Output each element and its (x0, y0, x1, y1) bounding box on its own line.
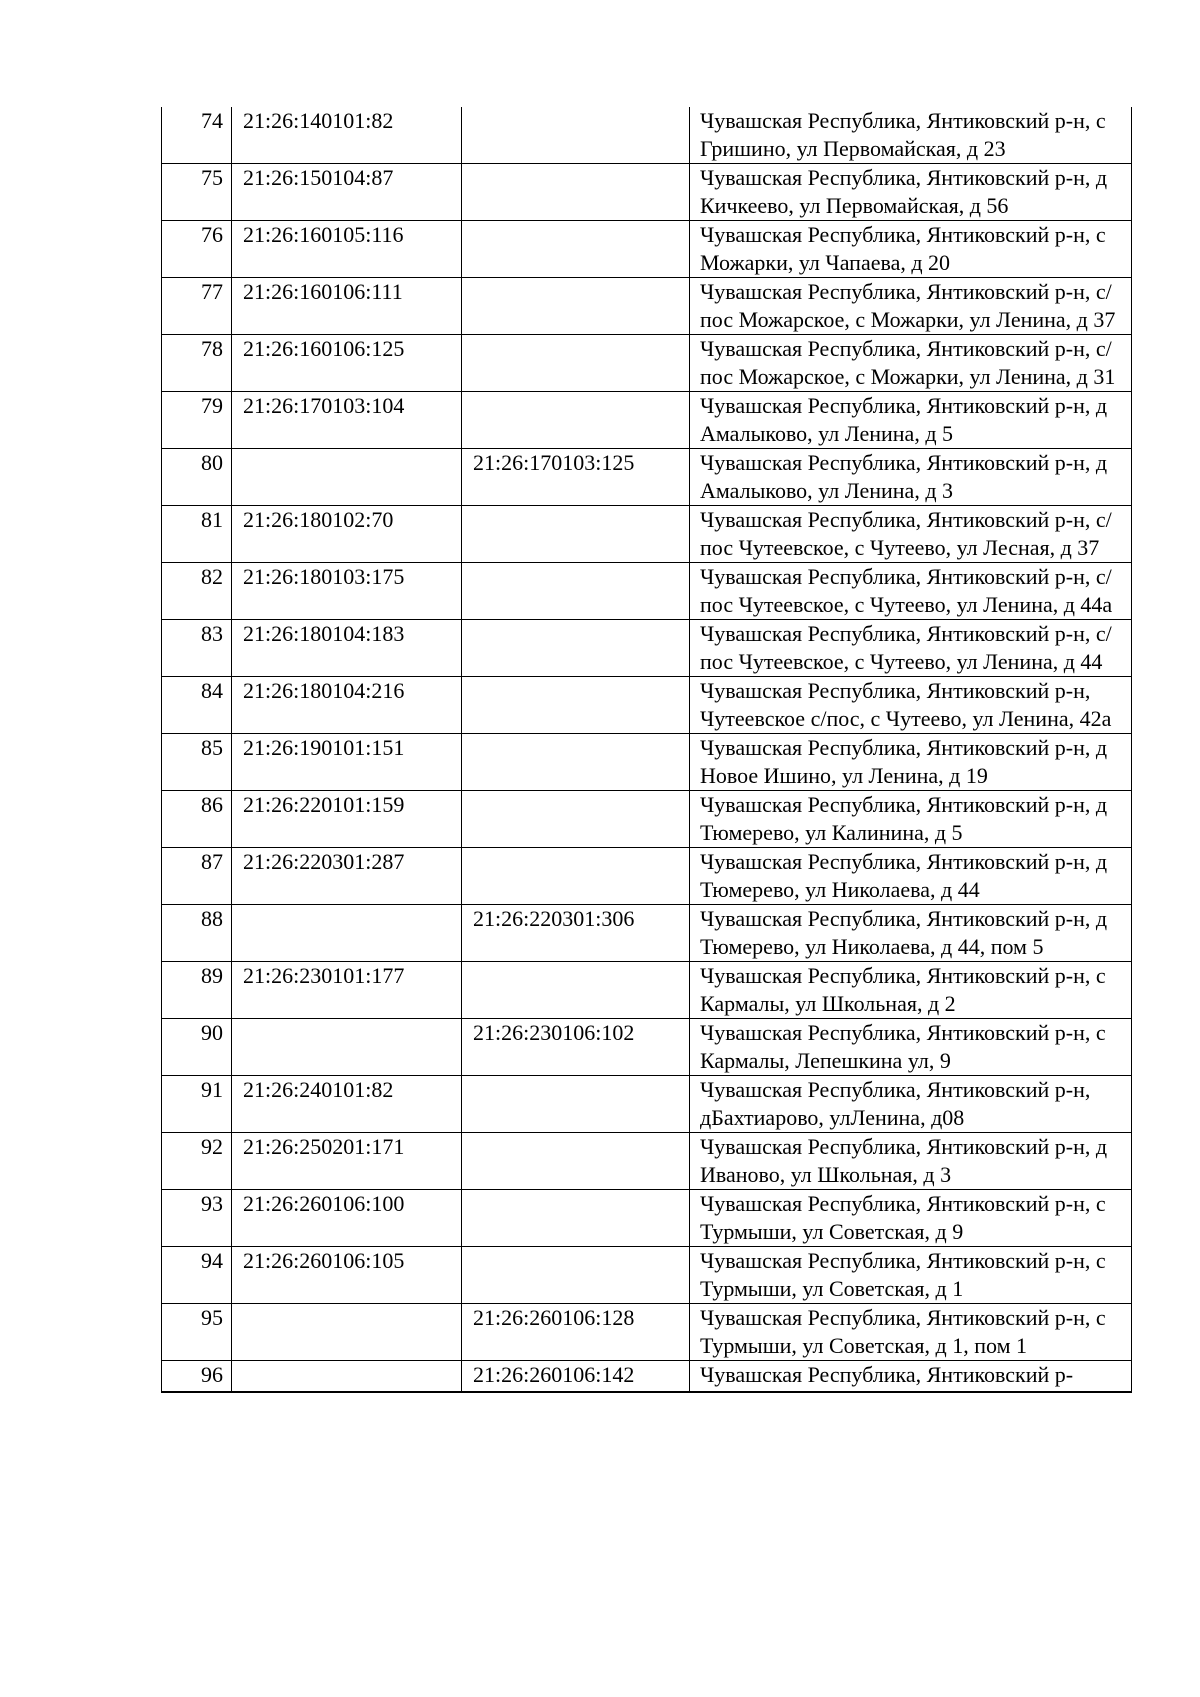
row-number-cell: 93 (162, 1190, 232, 1247)
table-row (162, 1190, 1132, 1247)
cadastral-number-cell: 21:26:170103:104 (232, 392, 462, 449)
table-row (162, 107, 1132, 164)
row-number-cell: 96 (162, 1361, 232, 1393)
cadastral-number-cell (232, 905, 462, 962)
cadastral-number-secondary-cell: 21:26:260106:128 (462, 1304, 690, 1361)
row-number-cell: 95 (162, 1304, 232, 1361)
row-number-cell: 75 (162, 164, 232, 221)
address-cell: Чувашская Республика, Янтиковский р-н, д Амалыково, ул Ленина, д 5 (690, 392, 1132, 449)
row-number-cell: 77 (162, 278, 232, 335)
cadastral-number-cell (232, 1361, 462, 1393)
row-number-cell: 91 (162, 1076, 232, 1133)
row-number-cell: 88 (162, 905, 232, 962)
cadastral-number-secondary-cell (462, 677, 690, 734)
address-cell: Чувашская Республика, Янтиковский р-н, д Тюмерево, ул Калинина, д 5 (690, 791, 1132, 848)
address-cell: Чувашская Республика, Янтиковский р-н, д Новое Ишино, ул Ленина, д 19 (690, 734, 1132, 791)
address-cell: Чувашская Республика, Янтиковский р-н, с Турмыши, ул Советская, д 1 (690, 1247, 1132, 1304)
cadastral-number-secondary-cell (462, 734, 690, 791)
cadastral-number-cell: 21:26:180104:216 (232, 677, 462, 734)
address-cell: Чувашская Республика, Янтиковский р-н, с/пос Можарское, с Можарки, ул Ленина, д 37 (690, 278, 1132, 335)
cadastral-number-secondary-cell (462, 392, 690, 449)
address-cell: Чувашская Республика, Янтиковский р-н, с Кармалы, Лепешкина ул, 9 (690, 1019, 1132, 1076)
cadastral-number-secondary-cell (462, 335, 690, 392)
cadastral-number-cell: 21:26:260106:100 (232, 1190, 462, 1247)
cadastral-number-secondary-cell (462, 164, 690, 221)
address-cell: Чувашская Республика, Янтиковский р-н, д Иваново, ул Школьная, д 3 (690, 1133, 1132, 1190)
cadastral-number-cell: 21:26:220101:159 (232, 791, 462, 848)
address-cell: Чувашская Республика, Янтиковский р-н, д Амалыково, ул Ленина, д 3 (690, 449, 1132, 506)
cadastral-number-secondary-cell (462, 1247, 690, 1304)
cadastral-number-cell: 21:26:220301:287 (232, 848, 462, 905)
row-number-cell: 92 (162, 1133, 232, 1190)
table-row (162, 221, 1132, 278)
cadastral-number-cell: 21:26:160106:111 (232, 278, 462, 335)
table-row (162, 449, 1132, 506)
cadastral-number-secondary-cell (462, 1190, 690, 1247)
row-number-cell: 74 (162, 107, 232, 164)
address-cell: Чувашская Республика, Янтиковский р-н, с/пос Можарское, с Можарки, ул Ленина, д 31 (690, 335, 1132, 392)
row-number-cell: 81 (162, 506, 232, 563)
table-row (162, 392, 1132, 449)
table-row (162, 1019, 1132, 1076)
row-number-cell: 90 (162, 1019, 232, 1076)
row-number-cell: 85 (162, 734, 232, 791)
cadastral-number-cell: 21:26:160106:125 (232, 335, 462, 392)
cadastral-number-cell: 21:26:180102:70 (232, 506, 462, 563)
cadastral-number-cell: 21:26:250201:171 (232, 1133, 462, 1190)
table-row (162, 1361, 1132, 1393)
cadastral-number-secondary-cell (462, 107, 690, 164)
table-row (162, 734, 1132, 791)
row-number-cell: 79 (162, 392, 232, 449)
cadastral-number-secondary-cell (462, 791, 690, 848)
table-row (162, 677, 1132, 734)
cadastral-number-cell: 21:26:190101:151 (232, 734, 462, 791)
cadastral-number-cell: 21:26:180103:175 (232, 563, 462, 620)
cadastral-number-cell (232, 449, 462, 506)
table-row (162, 335, 1132, 392)
table-row (162, 1133, 1132, 1190)
cadastral-number-secondary-cell (462, 1076, 690, 1133)
table-row (162, 563, 1132, 620)
cadastral-number-secondary-cell (462, 848, 690, 905)
cadastral-number-cell: 21:26:150104:87 (232, 164, 462, 221)
table-row (162, 278, 1132, 335)
cadastral-number-secondary-cell (462, 506, 690, 563)
cadastral-number-secondary-cell (462, 221, 690, 278)
address-cell: Чувашская Республика, Янтиковский р-н, д Тюмерево, ул Николаева, д 44 (690, 848, 1132, 905)
address-cell: Чувашская Республика, Янтиковский р-н, с Можарки, ул Чапаева, д 20 (690, 221, 1132, 278)
address-cell: Чувашская Республика, Янтиковский р- (690, 1361, 1132, 1393)
row-number-cell: 76 (162, 221, 232, 278)
address-cell: Чувашская Республика, Янтиковский р-н, с Турмыши, ул Советская, д 1, пом 1 (690, 1304, 1132, 1361)
table-row (162, 791, 1132, 848)
address-cell: Чувашская Республика, Янтиковский р-н, д Тюмерево, ул Николаева, д 44, пом 5 (690, 905, 1132, 962)
cadastral-number-secondary-cell (462, 278, 690, 335)
row-number-cell: 84 (162, 677, 232, 734)
table-row (162, 848, 1132, 905)
row-number-cell: 87 (162, 848, 232, 905)
cadastral-number-secondary-cell: 21:26:260106:142 (462, 1361, 690, 1393)
address-cell: Чувашская Республика, Янтиковский р-н, с Турмыши, ул Советская, д 9 (690, 1190, 1132, 1247)
address-cell: Чувашская Республика, Янтиковский р-н, Чутеевское с/пос, с Чутеево, ул Ленина, 42а (690, 677, 1132, 734)
table-row (162, 1247, 1132, 1304)
cadastral-number-secondary-cell (462, 1133, 690, 1190)
cadastral-number-secondary-cell: 21:26:230106:102 (462, 1019, 690, 1076)
address-cell: Чувашская Республика, Янтиковский р-н, с/пос Чутеевское, с Чутеево, ул Ленина, д 44а (690, 563, 1132, 620)
address-cell: Чувашская Республика, Янтиковский р-н, с Гришино, ул Первомайская, д 23 (690, 107, 1132, 164)
cadastral-number-cell: 21:26:260106:105 (232, 1247, 462, 1304)
row-number-cell: 83 (162, 620, 232, 677)
registry-table (161, 107, 1132, 1393)
table-row (162, 905, 1132, 962)
address-cell: Чувашская Республика, Янтиковский р-н, с/пос Чутеевское, с Чутеево, ул Лесная, д 37 (690, 506, 1132, 563)
cadastral-number-secondary-cell: 21:26:220301:306 (462, 905, 690, 962)
table-row (162, 506, 1132, 563)
table-row (162, 164, 1132, 221)
row-number-cell: 80 (162, 449, 232, 506)
row-number-cell: 86 (162, 791, 232, 848)
cadastral-number-cell (232, 1304, 462, 1361)
row-number-cell: 78 (162, 335, 232, 392)
table-row (162, 620, 1132, 677)
cadastral-number-cell: 21:26:230101:177 (232, 962, 462, 1019)
cadastral-number-secondary-cell (462, 962, 690, 1019)
cadastral-number-secondary-cell: 21:26:170103:125 (462, 449, 690, 506)
cadastral-number-cell (232, 1019, 462, 1076)
address-cell: Чувашская Республика, Янтиковский р-н, дБахтиарово, улЛенина, д08 (690, 1076, 1132, 1133)
table-row (162, 1304, 1132, 1361)
table-row (162, 962, 1132, 1019)
cadastral-number-secondary-cell (462, 620, 690, 677)
cadastral-number-cell: 21:26:160105:116 (232, 221, 462, 278)
cadastral-number-cell: 21:26:240101:82 (232, 1076, 462, 1133)
row-number-cell: 89 (162, 962, 232, 1019)
table-row (162, 1076, 1132, 1133)
address-cell: Чувашская Республика, Янтиковский р-н, с/пос Чутеевское, с Чутеево, ул Ленина, д 44 (690, 620, 1132, 677)
address-cell: Чувашская Республика, Янтиковский р-н, д Кичкеево, ул Первомайская, д 56 (690, 164, 1132, 221)
address-cell: Чувашская Республика, Янтиковский р-н, с Кармалы, ул Школьная, д 2 (690, 962, 1132, 1019)
cadastral-number-cell: 21:26:140101:82 (232, 107, 462, 164)
row-number-cell: 94 (162, 1247, 232, 1304)
table-body (162, 107, 1132, 1392)
cadastral-number-secondary-cell (462, 563, 690, 620)
cadastral-number-cell: 21:26:180104:183 (232, 620, 462, 677)
row-number-cell: 82 (162, 563, 232, 620)
